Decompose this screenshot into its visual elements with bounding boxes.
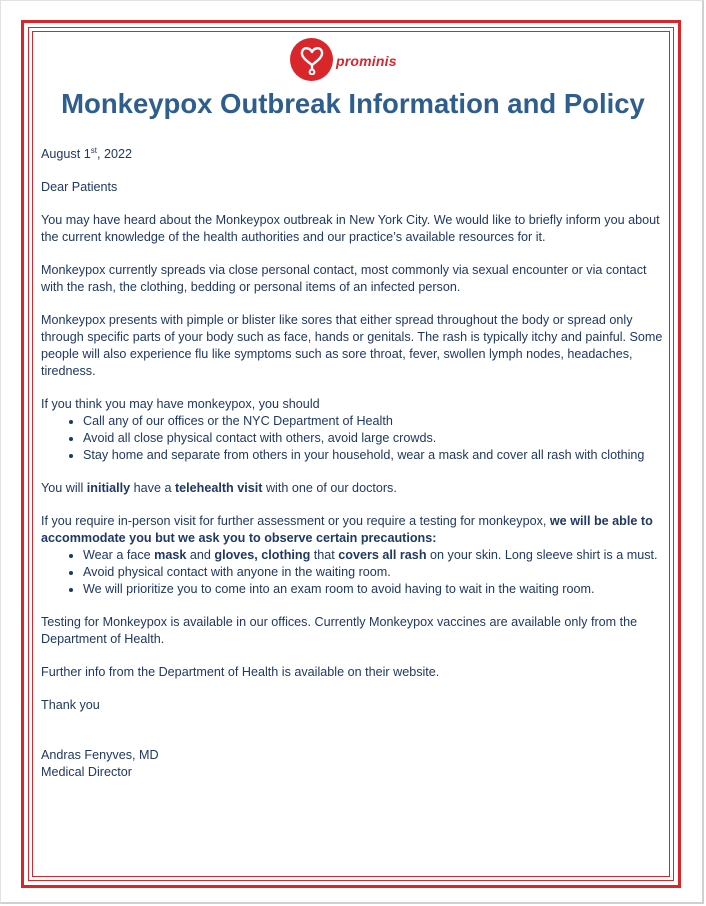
heart-stethoscope-icon	[290, 38, 333, 81]
precaution-text: Wear a face	[83, 548, 155, 562]
closing: Thank you	[41, 698, 100, 712]
telehealth-text: have a	[130, 481, 175, 495]
telehealth-text: You will	[41, 481, 87, 495]
inperson-text: If you require in-person visit for further assessment or you require a testing for monkeypox,	[41, 514, 550, 528]
page-title: Monkeypox Outbreak Information and Policy	[61, 88, 645, 119]
further-info-paragraph: Further info from the Department of Health is available on their website.	[41, 665, 440, 679]
signature-name: Andras Fenyves, MD	[41, 748, 159, 762]
list-item: • Stay home and separate from others in your household, wear a mask and cover all rash with clothing	[83, 447, 666, 464]
telehealth-text: with one of our doctors.	[262, 481, 397, 495]
letter-body	[41, 146, 666, 781]
precaution-bold: covers all rash	[338, 548, 427, 562]
list-item	[83, 547, 666, 564]
intro-paragraph: You may have heard about the Monkeypox outbreak in New York City. We would like to briefly inform you about the current knowledge of the health authorities and our practice’s available resources for it.	[41, 213, 660, 244]
signature-role: Medical Director	[41, 765, 132, 779]
symptoms-intro: If you think you may have monkeypox, you should	[41, 397, 320, 411]
precaution-text: and	[186, 548, 215, 562]
precaution-bold: mask	[154, 548, 187, 562]
precautions-list	[41, 547, 666, 598]
telehealth-paragraph	[41, 480, 666, 497]
telehealth-bold-visit: telehealth visit	[174, 481, 263, 495]
greeting: Dear Patients	[41, 180, 118, 194]
list-item: • Call any of our offices or the NYC Department of Health	[83, 413, 666, 430]
list-item: • We will prioritize you to come into an exam room to avoid having to wait in the waiting room.	[83, 581, 666, 598]
transmission-paragraph: Monkeypox currently spreads via close personal contact, most commonly via sexual encounter or via contact with the rash, the clothing, bedding or personal items of an infected person.	[41, 263, 647, 294]
prominis-logo	[290, 37, 397, 81]
list-item: • Avoid all close physical contact with others, avoid large crowds.	[83, 430, 666, 447]
testing-paragraph: Testing for Monkeypox is available in our offices. Currently Monkeypox vaccines are available only from the Department of Health.	[41, 615, 638, 646]
symptoms-paragraph: Monkeypox presents with pimple or blister like sores that either spread throughout the body or spread only through specific parts of your body such as face, hands or genitals. The rash is typically itchy and painful. Some people will also experience flu like symptoms such as sore throat, fever, swollen lymph nodes, headaches, tiredness.	[41, 313, 663, 378]
letter-date	[41, 146, 666, 163]
signature-block	[41, 747, 666, 781]
date-year: , 2022	[96, 147, 132, 161]
precaution-bold: gloves, clothing	[214, 548, 311, 562]
telehealth-bold-initially: initially	[86, 481, 131, 495]
date-suffix: st	[90, 145, 97, 155]
precaution-text: on your skin. Long sleeve shirt is a must.	[426, 548, 658, 562]
precaution-text: that	[310, 548, 339, 562]
date-text: August 1	[41, 147, 91, 161]
inperson-bold: we will be able to accommodate you but we ask you to observe certain precautions:	[41, 514, 653, 545]
symptoms-list	[41, 413, 666, 464]
logo-text: prominis	[336, 53, 397, 69]
inperson-paragraph	[41, 513, 666, 547]
list-item: • Avoid physical contact with anyone in the waiting room.	[83, 564, 666, 581]
